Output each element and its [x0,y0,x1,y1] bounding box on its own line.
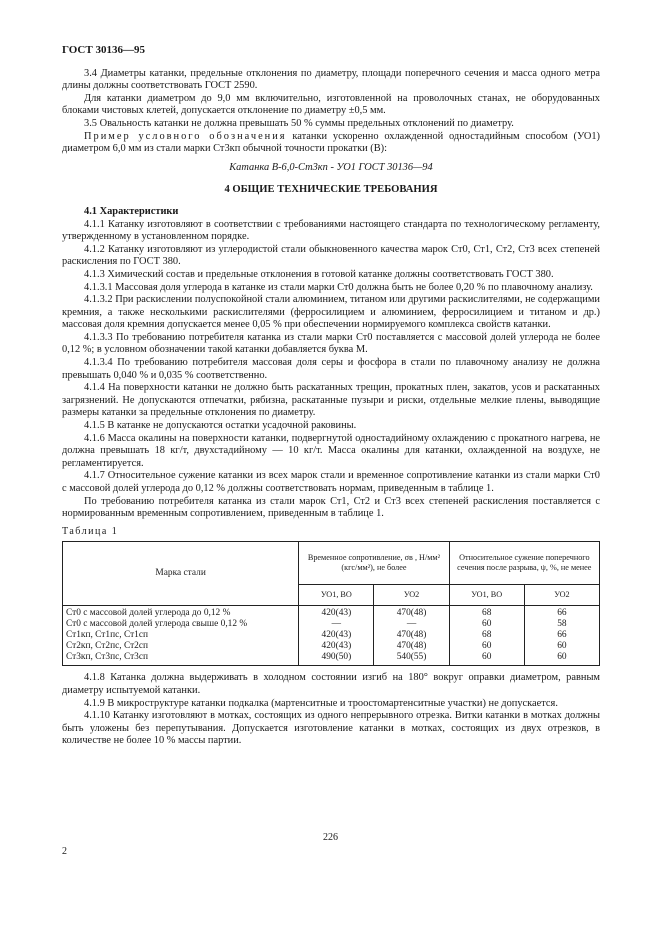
table-row [63,619,600,630]
cell-value: 58 [524,619,599,630]
paragraph-4-1-3: 4.1.3 Химический состав и предельные отклонения в готовой катанке должны соответствовать ГОСТ 380. [84,268,554,280]
cell-value: 470(48) [374,606,449,620]
cell-grade: Ст0 с массовой долей углерода до 0,12 % [63,606,299,620]
paragraph-4-1-7-note: По требованию потребителя катанка из стали марок Ст1, Ст2 и Ст3 всех степеней раскисления поставляется с нормированным временным сопротивлением, приведенным в таблице 1. [62,495,600,520]
cell-value: 420(43) [299,606,374,620]
paragraph-4-1-10: 4.1.10 Катанку изготовляют в мотках, состоящих из одного непрерывного отрезка. Витки катанки в мотках должны быть уложены без перепутывания. Допускается изготовление катанки в мотках, состоящих из двух отрезков, в количестве не более 10 % массы партии. [62,710,600,747]
cell-value: 420(43) [299,630,374,641]
section-title: 4 ОБЩИЕ ТЕХНИЧЕСКИЕ ТРЕБОВАНИЯ [224,184,438,196]
header-strength: Временное сопротивление, σв , Н/мм² (кгс/мм²), не более [299,542,449,585]
cell-grade: Ст3кп, Ст3пс, Ст3сп [63,652,299,666]
paragraph-4-1-7: 4.1.7 Относительное сужение катанки из всех марок стали и временное сопротивление катанки из стали марки Ст0 с массовой долей углерода до 0,12 % должны соответствовать нормам, приведенным в таблице 1. [62,470,600,494]
paragraph-3-4: 3.4 Диаметры катанки, предельные отклонения по диаметру, площади поперечного сечения и масса одного метра длины должны соответствовать ГОСТ 2590. [62,67,600,92]
cell-value: 60 [524,641,599,652]
example-paragraph [62,131,600,156]
paragraph-3-4-note: Для катанки диаметром до 9,0 мм включительно, изготовленной на проволочных станах, не оборудованных блоками чистовых клетей, допускается отклонение по диаметру ±0,5 мм. [62,92,600,117]
subheader-elong-uo1: УО1, ВО [449,585,524,606]
example-lead: Пример условного обозначения [84,130,287,142]
cell-value: 68 [449,630,524,641]
cell-value: 420(43) [299,641,374,652]
cell-grade: Ст0 с массовой долей углерода свыше 0,12 % [63,619,299,630]
paragraph-4-1-6: 4.1.6 Масса окалины на поверхности катанки, подвергнутой одностадийному охлаждению с прокатного нагрева, не должна превышать 18 кг/т, двухстадийному — 10 кг/т. Масса окалины для катанки, охлажденной на воздухе, не регламентируется. [62,432,600,469]
cell-value: 470(48) [374,630,449,641]
cell-grade: Ст2кп, Ст2пс, Ст2сп [63,641,299,652]
header-elongation: Относительное сужение поперечного сечения после разрыва, ψ, %, не менее [449,542,599,585]
cell-value: 68 [449,606,524,620]
paragraph-4-1-2: 4.1.2 Катанку изготовляют из углеродистой стали обыкновенного качества марок Ст0, Ст1, Ст2, Ст3 всех степеней раскисления по ГОСТ 380. [62,243,600,268]
subheader-strength-uo2: УО2 [374,585,449,606]
cell-value: 490(50) [299,652,374,666]
paragraph-4-1-3-3: 4.1.3.3 По требованию потребителя катанка из стали марки Ст0 поставляется с массовой долей углерода не более 0,12 %; в условном обозначении такой катанки добавляется буква М. [62,331,600,356]
subheader-strength-uo1: УО1, ВО [299,585,374,606]
cell-value: 66 [524,630,599,641]
paragraph-4-1-3-1: 4.1.3.1 Массовая доля углерода в катанке из стали марки Ст0 должна быть не более 0,20 % по плавочному анализу. [84,281,593,293]
sheet-number: 226 [323,832,338,843]
table-caption: Таблица 1 [62,525,119,537]
example-text: катанки ускоренно охлажденной одностадийным способом (УО1) диаметром 6,0 мм из стали марки Ст3кп обычной точности прокатки (В): [62,130,600,155]
header-grade: Марка стали [63,542,299,606]
subsection-title: 4.1 Характеристики [84,205,179,217]
page-number: 2 [62,846,67,857]
designation-example: Катанка В-6,0-Ст3кп - УО1 ГОСТ 30136—94 [229,161,433,173]
cell-value: — [374,619,449,630]
cell-value: 66 [524,606,599,620]
cell-value: 60 [449,641,524,652]
cell-value: 470(48) [374,641,449,652]
paragraph-3-5: 3.5 Овальность катанки не должна превышать 50 % суммы предельных отклонений по диаметру. [84,117,514,129]
cell-value: — [299,619,374,630]
document-page [62,44,600,748]
cell-value: 60 [449,652,524,666]
table-row [63,641,600,652]
table-row [63,606,600,620]
cell-grade: Ст1кп, Ст1пс, Ст1сп [63,630,299,641]
paragraph-4-1-1: 4.1.1 Катанку изготовляют в соответствии с требованиями настоящего стандарта по технологическому регламенту, утвержденному в установленном порядке. [62,218,600,243]
cell-value: 540(55) [374,652,449,666]
standard-header: ГОСТ 30136—95 [62,44,145,56]
paragraph-4-1-8: 4.1.8 Катанка должна выдерживать в холодном состоянии изгиб на 180° вокруг оправки диаметром, равным диаметру испытуемой катанки. [62,672,600,696]
paragraph-4-1-9: 4.1.9 В микроструктуре катанки подкалка (мартенситные и трооcтомартенситные участки) не допускается. [84,697,558,709]
paragraph-4-1-5: 4.1.5 В катанке не допускаются остатки усадочной раковины. [84,420,357,432]
paragraph-4-1-3-2: 4.1.3.2 При раскислении полуспокойной стали алюминием, титаном или другими раскислителями, не содержащими кремния, а также несколькими раскислителями (ферросилицием и алюминием, ферросилицием и титаном и др.) массовая доля кремния допускается менее 0,05 % при обеспечении нормируемого комплекса свойств катанки. [62,294,600,331]
table-row [63,630,600,641]
cell-value: 60 [449,619,524,630]
table-row [63,652,600,666]
cell-value: 60 [524,652,599,666]
paragraph-4-1-3-4: 4.1.3.4 По требованию потребителя массовая доля серы и фосфора в стали по плавочному анализу не должна превышать 0,040 % и 0,035 % соответственно. [62,357,600,381]
table-1 [62,541,600,666]
subheader-elong-uo2: УО2 [524,585,599,606]
paragraph-4-1-4: 4.1.4 На поверхности катанки не должно быть раскатанных трещин, прокатных плен, закатов, усов и раскатанных загрязнений. Не допускаются отпечатки, рябизна, раскатанные пузыри и риски, отдельные мелкие плены, выводящие размеры катанки за предельные отклонения по диаметру. [62,382,600,419]
